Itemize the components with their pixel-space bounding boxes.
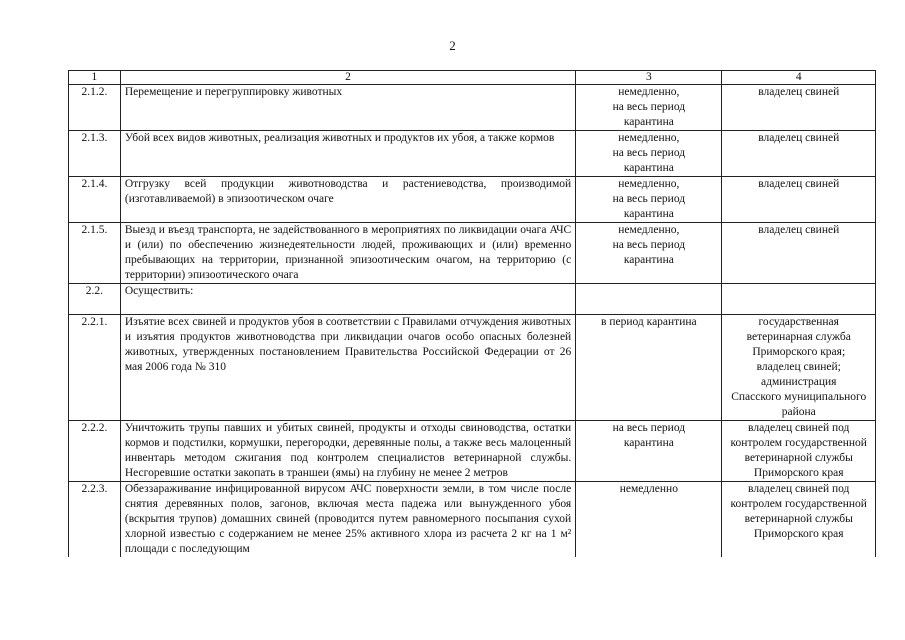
table-row [69,131,876,177]
item-number: 2.1.5. [69,223,121,284]
item-number: 2.2.3. [69,482,121,558]
column-header: 2 [120,71,575,85]
action-cell: Выезд и въезд транспорта, не задействованного в мероприятиях по ликвидации очага АЧС и (или) по обеспечению жизнедеятельности людей, проживающих и (или) временно пребывающих на территории, признанной эпизоотическим очагом, на территорию (с территории) эпизоотического очага [120,223,575,284]
term-cell: немедленно, на весь период карантина [576,85,722,131]
table-row [69,177,876,223]
responsible-cell: владелец свиней [722,177,876,223]
responsible-cell: владелец свиней [722,131,876,177]
action-cell: Уничтожить трупы павших и убитых свиней, продукты и отходы свиноводства, остатки кормов и подстилки, кормушки, перегородки, деревянные полы, а также весь малоценный инвентарь методом сжигания под контролем специалистов ветеринарной службы. Несгоревшие остатки закопать в траншеи (ямы) на глубину не менее 2 метров [120,421,575,482]
term-cell: немедленно, на весь период карантина [576,223,722,284]
table-row [69,482,876,558]
term-cell: немедленно, на весь период карантина [576,177,722,223]
item-number: 2.2.1. [69,315,121,421]
responsible-cell: владелец свиней под контролем государственной ветеринарной службы Приморского края [722,482,876,558]
section-heading: Осуществить: [120,284,575,315]
table-row [69,85,876,131]
table-row [69,315,876,421]
term-cell: в период карантина [576,315,722,421]
term-cell: на весь период карантина [576,421,722,482]
item-number: 2.2. [69,284,121,315]
page-number: 2 [449,38,456,53]
measures-table [68,70,876,557]
column-header: 4 [722,71,876,85]
column-header: 3 [576,71,722,85]
action-cell: Перемещение и перегруппировку животных [120,85,575,131]
table-row [69,284,876,315]
action-cell: Убой всех видов животных, реализация животных и продуктов их убоя, а также кормов [120,131,575,177]
responsible-cell [722,284,876,315]
term-cell: немедленно, на весь период карантина [576,131,722,177]
responsible-cell: владелец свиней [722,85,876,131]
table-row [69,421,876,482]
responsible-cell: владелец свиней под контролем государственной ветеринарной службы Приморского края [722,421,876,482]
action-cell: Обеззараживание инфицированной вирусом АЧС поверхности земли, в том числе после снятия деревянных полов, загонов, включая места падежа или вынужденного убоя (вскрытия трупов) домашних свиней (проводится путем равномерного посыпания сухой хлорной известью с содержанием не менее 25% активного хлора из расчета 2 кг на 1 м² площади с последующим [120,482,575,558]
action-cell: Изъятие всех свиней и продуктов убоя в соответствии с Правилами отчуждения животных и изъятия продуктов животноводства при ликвидации очагов особо опасных болезней животных, утвержденных постановлением Правительства Российской Федерации от 26 мая 2006 года № 310 [120,315,575,421]
item-number: 2.1.2. [69,85,121,131]
responsible-cell: владелец свиней [722,223,876,284]
item-number: 2.1.4. [69,177,121,223]
table-row [69,223,876,284]
item-number: 2.2.2. [69,421,121,482]
term-cell: немедленно [576,482,722,558]
action-cell: Отгрузку всей продукции животноводства и растениеводства, производимой (изготавливаемой) в эпизоотическом очаге [120,177,575,223]
term-cell [576,284,722,315]
item-number: 2.1.3. [69,131,121,177]
responsible-cell: государственная ветеринарная служба Приморского края; владелец свиней; администрация Спасского муниципального района [722,315,876,421]
table-header-row [69,71,876,85]
column-header: 1 [69,71,121,85]
